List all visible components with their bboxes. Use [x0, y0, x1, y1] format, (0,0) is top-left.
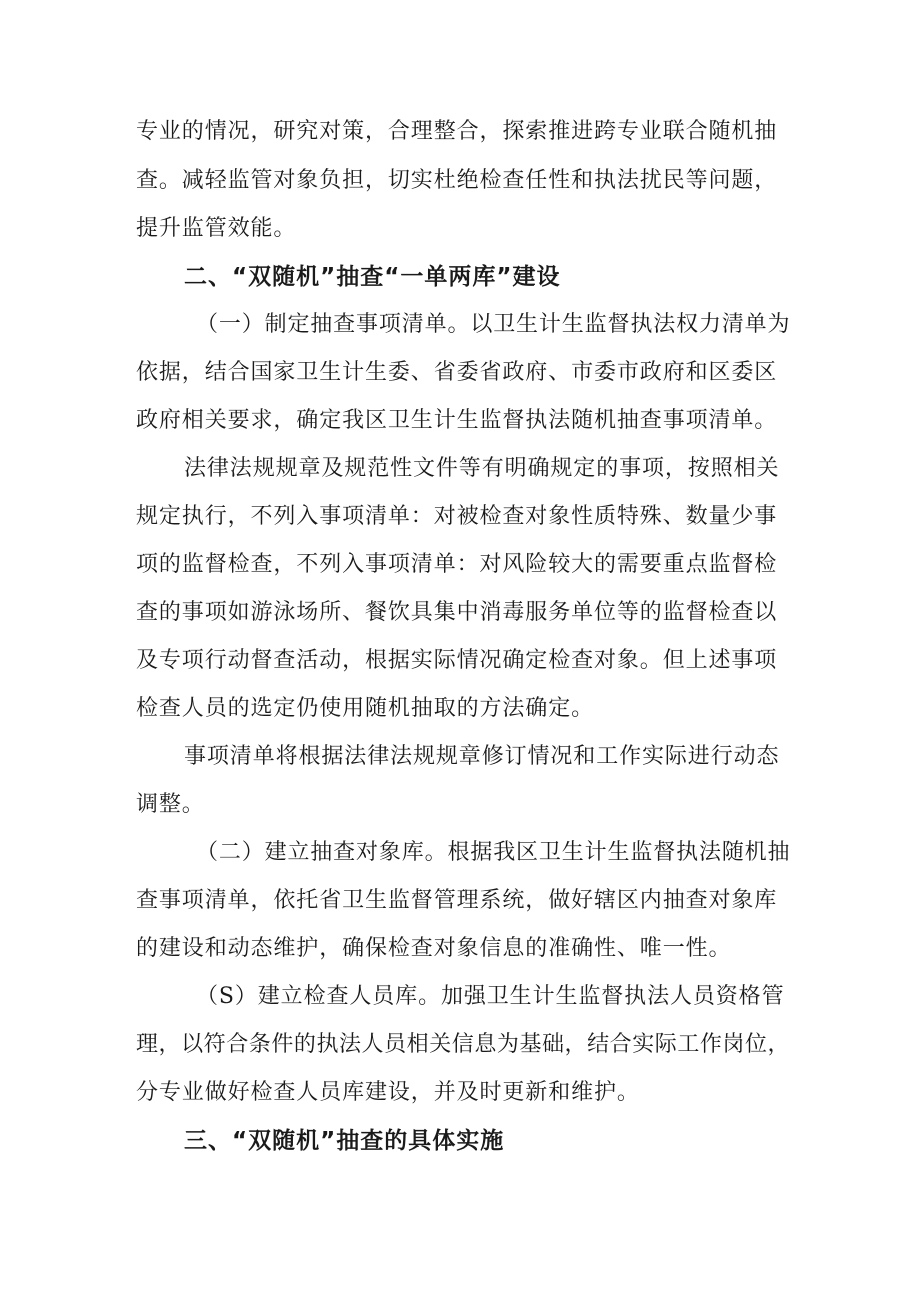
- body-text-line: 法律法规规章及规范性文件等有明确规定的事项，按照相关: [184, 456, 780, 481]
- body-text-line: 查事项清单，依托省卫生监督管理系统，做好辖区内抽查对象库: [136, 888, 778, 913]
- body-text-line: 项的监督检查，不列入事项清单：对风险较大的需要重点监督检: [136, 552, 778, 577]
- section-heading-3: 三、“双随机”抽查的具体实施: [184, 1128, 505, 1154]
- body-text-line: 的建设和动态维护，确保检查对象信息的准确性、唯一性。: [136, 936, 732, 961]
- body-text-line: 检查人员的选定仍使用随机抽取的方法确定。: [136, 696, 595, 721]
- body-text-line: 提升监管效能。: [136, 216, 297, 241]
- body-text-line: 查。减轻监管对象负担，切实杜绝检查任性和执法扰民等问题，: [136, 168, 778, 193]
- body-text-line: 理，以符合条件的执法人员相关信息为基础，结合实际工作岗位，: [136, 1032, 791, 1057]
- body-text-line: （二）建立抽查对象库。根据我区卫生计生监督执法随机抽: [196, 840, 791, 865]
- body-text-line: 查的事项如游泳场所、餐饮具集中消毒服务单位等的监督检查以: [136, 600, 778, 625]
- body-text-line: （一）制定抽查事项清单。以卫生计生监督执法权力清单为: [196, 312, 791, 337]
- body-text-line: 规定执行，不列入事项清单：对被检查对象性质特殊、数量少事: [136, 504, 778, 529]
- body-text-line: 分专业做好检查人员库建设，并及时更新和维护。: [136, 1080, 640, 1105]
- body-text-line: 依据，结合国家卫生计生委、省委省政府、市委市政府和区委区: [136, 360, 778, 385]
- body-text-line: 事项清单将根据法律法规规章修订情况和工作实际进行动态: [184, 744, 780, 769]
- body-text-line: 及专项行动督查活动，根据实际情况确定检查对象。但上述事项: [136, 648, 778, 673]
- body-text-line: 政府相关要求，确定我区卫生计生监督执法随机抽查事项清单。: [136, 408, 778, 433]
- body-text-line: 调整。: [136, 792, 205, 817]
- body-text-line: 专业的情况，研究对策，合理整合，探索推进跨专业联合随机抽: [136, 119, 778, 144]
- section-heading-2: 二、“双随机”抽查“一单两库”建设: [184, 264, 561, 290]
- body-text-line: （S）建立检查人员库。加强卫生计生监督执法人员资格管: [196, 984, 785, 1009]
